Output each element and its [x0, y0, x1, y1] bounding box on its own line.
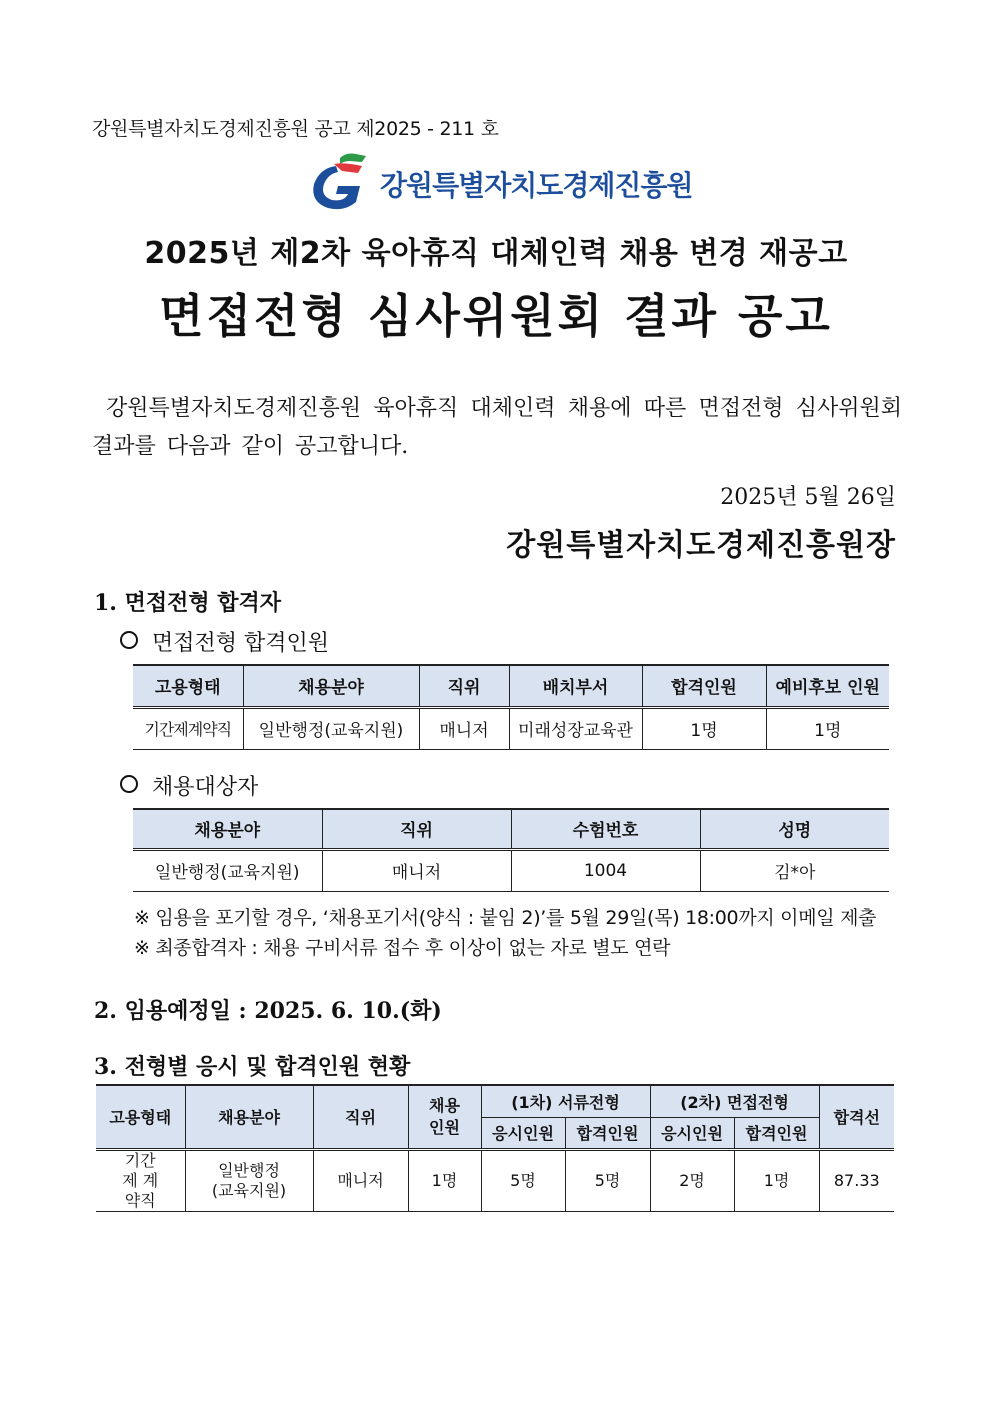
note-line: ※ 임용을 포기할 경우, ‘채용포기서(양식 : 붙임 2)’를 5월 29일(목) 18:00까지 이메일 제출: [134, 907, 877, 929]
table-cell: 5명: [481, 1149, 565, 1211]
table-cell: 매니저: [322, 849, 511, 891]
table-header: 합격선: [819, 1085, 894, 1149]
subsection-passed-label: 면접전형 합격인원: [152, 631, 330, 656]
table-cell: 기간제계약직: [133, 707, 243, 749]
table-cell: 1004: [511, 849, 700, 891]
page-subtitle: 면접전형 심사위원회 결과 공고: [159, 289, 833, 343]
organization-logo: [306, 150, 706, 214]
table-cell: 일반행정 (교육지원): [185, 1149, 313, 1211]
table-header: 직위: [322, 809, 511, 849]
table-header: 예비후보 인원: [766, 665, 889, 707]
table-header: 합격인원: [565, 1117, 650, 1149]
table-cell: 1명: [766, 707, 889, 749]
page-title: 2025년 제2차 육아휴직 대체인력 채용 변경 재공고: [144, 236, 848, 271]
note-line: ※ 최종합격자 : 채용 구비서류 접수 후 이상이 없는 자로 별도 연락: [134, 937, 671, 959]
table-header: 응시인원: [481, 1117, 565, 1149]
table-cell: 매니저: [419, 707, 509, 749]
table-header: 채용분야: [133, 809, 322, 849]
table-cell: 미래성장교육관: [509, 707, 642, 749]
section2-title: 2. 임용예정일 : 2025. 6. 10.(화): [94, 998, 442, 1024]
table-header: 직위: [313, 1085, 408, 1149]
table-header: 합격인원: [734, 1117, 819, 1149]
section3-title: 3. 전형별 응시 및 합격인원 현황: [94, 1054, 411, 1080]
table-header: 고용형태: [96, 1085, 185, 1149]
table-cell: 5명: [565, 1149, 650, 1211]
table-cell: 1명: [642, 707, 766, 749]
table-header: 채용 인원: [408, 1085, 481, 1149]
table-header: (1차) 서류전형: [481, 1085, 650, 1117]
circle-bullet-icon: [120, 631, 138, 649]
table-cell: 87.33: [819, 1149, 894, 1211]
table-row: [133, 849, 889, 891]
table-cell: 2명: [650, 1149, 734, 1211]
subsection-candidate-label: 채용대상자: [152, 775, 259, 800]
table-cell: 1명: [408, 1149, 481, 1211]
table-cell: 일반행정(교육지원): [243, 707, 419, 749]
table-cell: 김*아: [700, 849, 889, 891]
table-cell: 일반행정(교육지원): [133, 849, 322, 891]
table-header: (2차) 면접전형: [650, 1085, 819, 1117]
table-header: 배치부서: [509, 665, 642, 707]
intro-paragraph: 강원특별자치도경제진흥원 육아휴직 대체인력 채용에 따른 면접전형 심사위원회 결과를 다음과 같이 공고합니다.: [92, 396, 902, 459]
table-cell: 1명: [734, 1149, 819, 1211]
subsection-passed: [120, 626, 329, 657]
table-header: 합격인원: [642, 665, 766, 707]
section1-title: 1. 면접전형 합격자: [94, 590, 282, 616]
table-header: 직위: [419, 665, 509, 707]
table-row: [133, 707, 889, 749]
candidate-table: [133, 808, 889, 892]
table-row: [96, 1149, 894, 1211]
gangwon-economy-logo-icon: [306, 150, 372, 214]
table-cell: 기간제 계약직: [96, 1149, 185, 1211]
table-header: 수험번호: [511, 809, 700, 849]
circle-bullet-icon: [120, 775, 138, 793]
logo-text: 강원특별자치도경제진흥원: [380, 169, 693, 202]
table-header: 성명: [700, 809, 889, 849]
signer: 강원특별자치도경제진흥원장: [506, 528, 896, 563]
table-header: 고용형태: [133, 665, 243, 707]
selection-status-table: [96, 1084, 894, 1212]
notice-date: 2025년 5월 26일: [720, 485, 896, 510]
passed-count-table: [133, 664, 889, 750]
notice-number: 강원특별자치도경제진흥원 공고 제2025 - 211 호: [92, 118, 499, 140]
subsection-candidate: [120, 770, 258, 801]
table-cell: 매니저: [313, 1149, 408, 1211]
table-header: 채용분야: [185, 1085, 313, 1149]
table-header: 채용분야: [243, 665, 419, 707]
table-header: 응시인원: [650, 1117, 734, 1149]
